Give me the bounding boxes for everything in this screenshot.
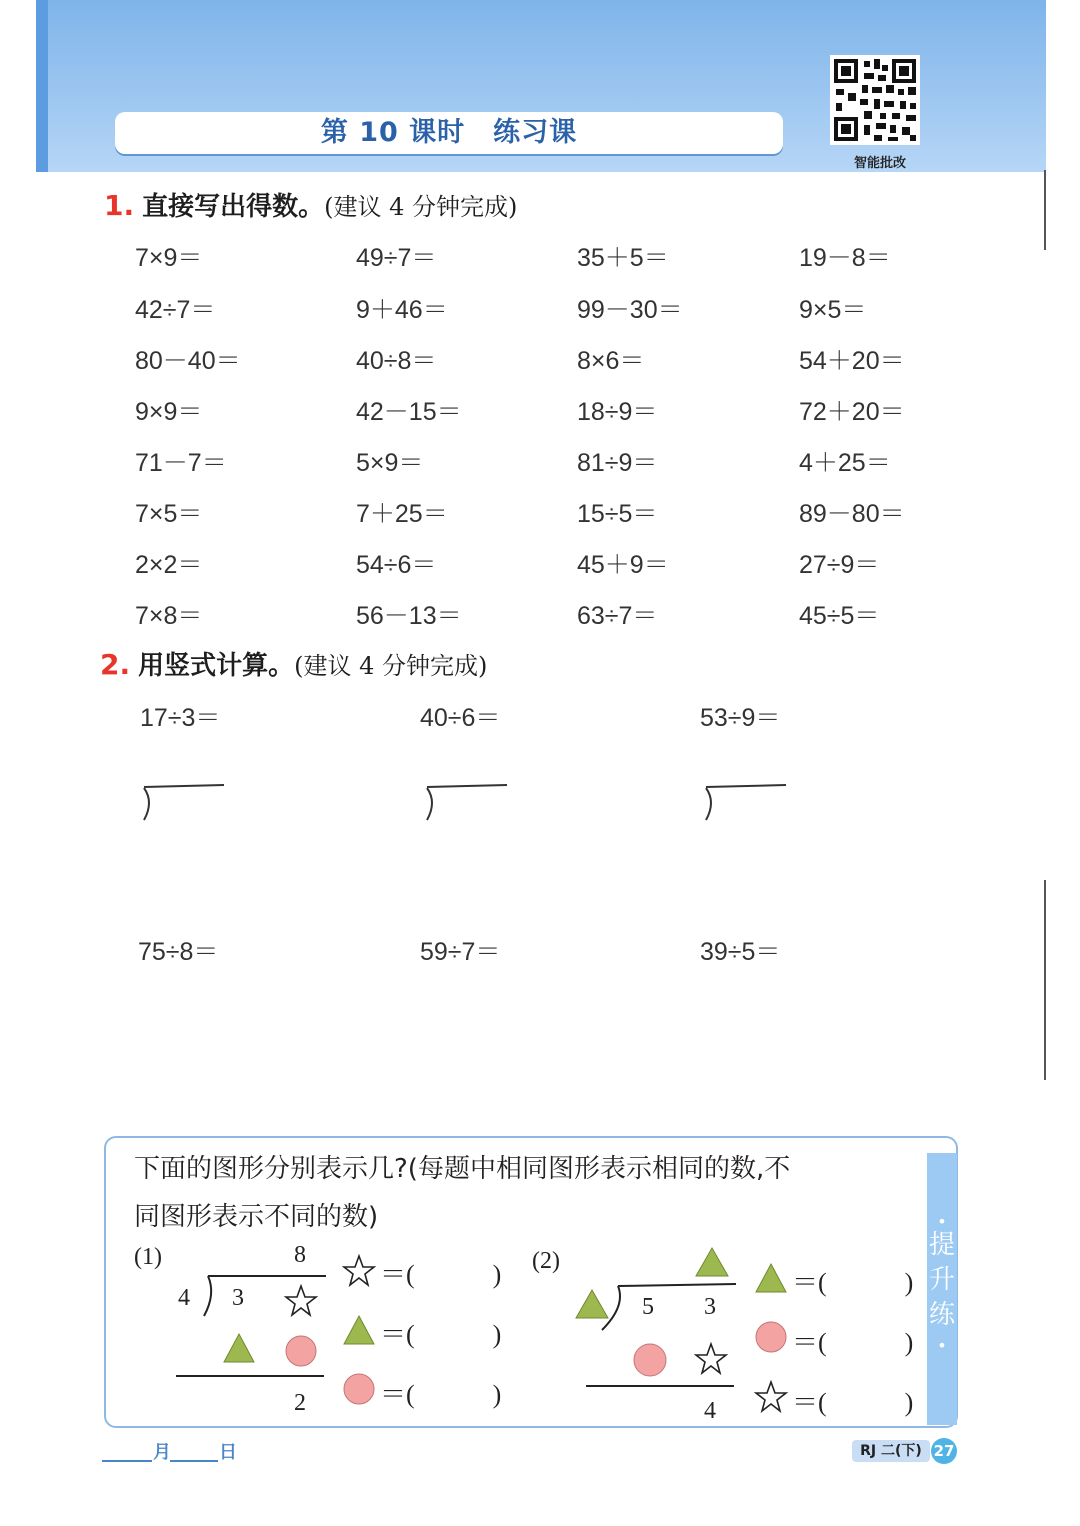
qr-code-icon[interactable] [830,55,920,145]
oral-calc-item[interactable]: 49÷7＝ [356,244,437,272]
oral-calc-item[interactable]: 54＋20＝ [799,347,905,375]
oral-calc-item[interactable]: 56－13＝ [356,602,462,630]
oral-calc-item[interactable]: 89－80＝ [799,500,905,528]
oral-calc-item[interactable]: 99－30＝ [577,296,683,324]
day-label: 日 [219,1442,237,1463]
puzzle2-division-frame [584,1278,744,1402]
oral-calc-item[interactable]: 45＋9＝ [577,551,669,579]
oral-calc-item[interactable]: 8×6＝ [577,347,645,375]
answer-blank[interactable]: ＝( ) [380,1260,502,1289]
circle-icon [632,1342,668,1378]
oral-calc-item[interactable]: 7×5＝ [135,500,203,528]
oral-calc-item[interactable]: 81÷9＝ [577,449,658,477]
puzzle1-label: (1) [134,1244,162,1270]
page-title: 第 10 课时 练习课 [320,117,578,148]
oral-calc-item[interactable]: 9＋46＝ [356,296,448,324]
star-icon [694,1342,728,1376]
edition-badge-text: RJ 二(下) [860,1443,922,1459]
oral-calc-item[interactable]: 4＋25＝ [799,449,891,477]
oral-calc-item[interactable]: 54÷6＝ [356,551,437,579]
oral-calc-item[interactable]: 9×5＝ [799,296,867,324]
vertical-problem[interactable]: 75÷8＝ [138,938,219,966]
section1-note: (建议 4 分钟完成) [324,193,518,221]
puzzle2-remainder: 4 [704,1398,716,1424]
section1-number: 1. [104,189,135,222]
header-banner-edge [36,0,48,172]
side-tab-dot: • [937,1336,947,1355]
triangle-icon [754,1262,788,1294]
oral-calc-item[interactable]: 71－7＝ [135,449,227,477]
oral-calc-item[interactable]: 42÷7＝ [135,296,216,324]
side-tab-label: 提 升 练 [928,1230,955,1330]
side-tab-dot: • [937,1212,947,1231]
circle-icon [284,1334,318,1368]
answer-blank[interactable]: ＝( ) [380,1380,502,1409]
page-number: 27 [933,1442,955,1460]
vertical-problem[interactable]: 40÷6＝ [420,704,501,732]
puzzle1-remainder: 2 [294,1390,306,1416]
oral-calc-item[interactable]: 19－8＝ [799,244,891,272]
section1-heading [104,186,517,223]
oral-calc-item[interactable]: 63÷7＝ [577,602,658,630]
month-label: 月 [153,1442,171,1463]
section2-heading [100,645,487,682]
division-bracket-icon [421,782,511,822]
oral-calc-item[interactable]: 80－40＝ [135,347,241,375]
circle-icon [754,1320,788,1354]
division-bracket-icon [700,782,790,822]
answer-blank[interactable]: ＝( ) [792,1388,914,1417]
oral-calc-item[interactable]: 2×2＝ [135,551,203,579]
puzzle1-divisor: 4 [178,1285,190,1311]
section2-title: 用竖式计算。 [138,651,295,681]
qr-label: 智能批改 [853,156,906,171]
circle-icon [342,1372,376,1406]
vertical-problem[interactable]: 39÷5＝ [700,938,781,966]
oral-calc-item[interactable]: 9×9＝ [135,398,203,426]
star-icon [284,1284,318,1318]
triangle-icon [694,1246,730,1278]
star-icon [754,1380,788,1414]
vertical-problem[interactable]: 17÷3＝ [140,704,221,732]
section2-number: 2. [100,648,131,681]
oral-calc-item[interactable]: 5×9＝ [356,449,424,477]
triangle-icon [342,1314,376,1346]
oral-calc-item[interactable]: 42－15＝ [356,398,462,426]
month-blank[interactable] [102,1460,152,1462]
section2-note: (建议 4 分钟完成) [294,652,488,680]
puzzle1-quotient: 8 [294,1242,306,1268]
oral-calc-item[interactable]: 18÷9＝ [577,398,658,426]
section1-title: 直接写出得数。 [142,192,325,222]
puzzle-instruction: 下面的图形分别表示几?(每题中相同图形表示相同的数,不 [134,1154,791,1184]
puzzle2-dividend-digit: 5 [642,1294,654,1320]
puzzle2-label: (2) [532,1248,560,1274]
division-bracket-icon [138,782,228,822]
oral-calc-item[interactable]: 7＋25＝ [356,500,448,528]
oral-calc-item[interactable]: 72＋20＝ [799,398,905,426]
oral-calc-item[interactable]: 27÷9＝ [799,551,880,579]
oral-calc-item[interactable]: 7×9＝ [135,244,203,272]
binding-line [1044,170,1046,250]
answer-blank[interactable]: ＝( ) [380,1320,502,1349]
puzzle-instruction: 同图形表示不同的数) [134,1202,379,1232]
answer-blank[interactable]: ＝( ) [792,1328,914,1357]
oral-calc-item[interactable]: 15÷5＝ [577,500,658,528]
answer-blank[interactable]: ＝( ) [792,1268,914,1297]
oral-calc-item[interactable]: 7×8＝ [135,602,203,630]
star-icon [342,1254,376,1288]
puzzle2-dividend-digit: 3 [704,1294,716,1320]
puzzle1-dividend-digit: 3 [232,1285,244,1311]
day-blank[interactable] [170,1460,218,1462]
vertical-problem[interactable]: 53÷9＝ [700,704,781,732]
oral-calc-item[interactable]: 45÷5＝ [799,602,880,630]
oral-calc-item[interactable]: 40÷8＝ [356,347,437,375]
triangle-icon [222,1332,256,1364]
oral-calc-item[interactable]: 35＋5＝ [577,244,669,272]
vertical-problem[interactable]: 59÷7＝ [420,938,501,966]
binding-line [1044,880,1046,1080]
